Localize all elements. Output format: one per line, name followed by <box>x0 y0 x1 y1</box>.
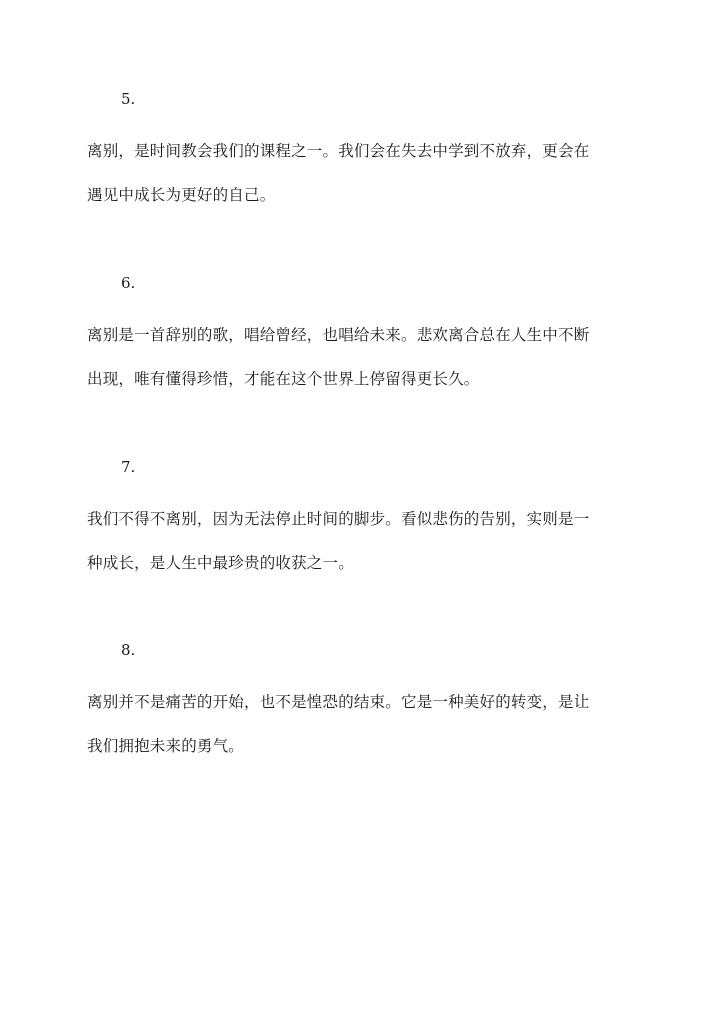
paragraph-line: 离别是一首辞别的歌，唱给曾经，也唱给未来。悲欢离合总在人生中不断 <box>87 326 590 344</box>
paragraph-line: 离别并不是痛苦的开始，也不是惶恐的结束。它是一种美好的转变，是让 <box>87 693 590 711</box>
entry-number: 8. <box>121 641 136 659</box>
paragraph-line: 遇见中成长为更好的自己。 <box>87 186 276 204</box>
entry-paragraph <box>87 680 637 768</box>
entry-number: 7. <box>121 458 136 476</box>
entry-paragraph <box>87 497 637 585</box>
paragraph-line: 出现，唯有懂得珍惜，才能在这个世界上停留得更长久。 <box>87 370 480 388</box>
entry-paragraph <box>87 313 637 401</box>
paragraph-line: 种成长，是人生中最珍贵的收获之一。 <box>87 554 354 572</box>
entry-7 <box>87 457 637 585</box>
entry-8 <box>87 640 637 768</box>
entry-5 <box>87 89 637 217</box>
entry-number: 6. <box>121 274 136 292</box>
entry-number: 5. <box>121 90 136 108</box>
entry-6 <box>87 273 637 401</box>
paragraph-line: 离别，是时间教会我们的课程之一。我们会在失去中学到不放弃，更会在 <box>87 142 590 160</box>
paragraph-line: 我们拥抱未来的勇气。 <box>87 737 245 755</box>
paragraph-line: 我们不得不离别，因为无法停止时间的脚步。看似悲伤的告别，实则是一 <box>87 510 590 528</box>
entry-paragraph <box>87 129 637 217</box>
